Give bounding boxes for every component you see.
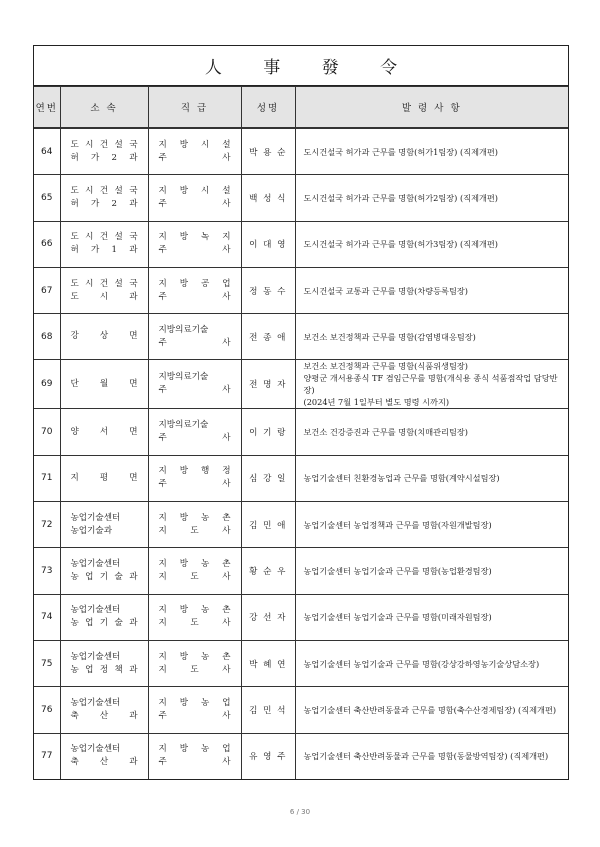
row-name: 백 성 식 <box>241 175 295 221</box>
table-row <box>34 267 568 313</box>
row-rank <box>148 455 241 501</box>
row-rank <box>148 687 241 733</box>
header-name: 성명 <box>241 87 295 129</box>
row-rank <box>148 502 241 548</box>
document-title: 人 事 發 令 <box>34 46 568 86</box>
row-order: 농업기술센터 축산반려동물과 근무를 명함(축수산경제팀장) (직제개편) <box>295 687 568 733</box>
rank-line-1: 지 방 시 설 <box>158 185 231 196</box>
dept-line-1: 단 월 면 <box>70 378 138 389</box>
row-rank <box>148 175 241 221</box>
row-order: 도시건설국 허가과 근무를 명함(허가2팀장) (직제개편) <box>295 175 568 221</box>
dept-line-1: 도 시 건 설 국 <box>70 139 138 150</box>
row-order: 도시건설국 허가과 근무를 명함(허가3팀장) (직제개편) <box>295 221 568 267</box>
rank-line-2: 주 사 <box>158 245 231 256</box>
row-dept <box>60 221 148 267</box>
rank-line-1: 지 방 녹 지 <box>158 232 231 243</box>
table-body <box>34 128 568 779</box>
row-rank <box>148 314 241 360</box>
row-number: 75 <box>34 640 60 686</box>
header-rank: 직 급 <box>148 87 241 129</box>
row-name: 정 동 수 <box>241 267 295 313</box>
row-number: 65 <box>34 175 60 221</box>
dept-line-2: 농 업 기 술 과 <box>70 618 138 629</box>
row-order: 농업기술센터 농업기술과 근무를 명함(미래자원팀장) <box>295 594 568 640</box>
row-order: 농업기술센터 농업기술과 근무를 명함(농업환경팀장) <box>295 548 568 594</box>
table-row <box>34 502 568 548</box>
dept-line-2: 농 업 정 책 과 <box>70 664 138 675</box>
rank-line-2: 지 도 사 <box>158 664 231 675</box>
rank-line-1: 지 방 농 업 <box>158 744 231 755</box>
dept-line-1: 지 평 면 <box>70 472 138 483</box>
table-row <box>34 409 568 455</box>
row-name: 이 기 랑 <box>241 409 295 455</box>
rank-line-2: 주 사 <box>158 385 231 396</box>
row-number: 76 <box>34 687 60 733</box>
row-rank <box>148 360 241 409</box>
table-row <box>34 640 568 686</box>
row-name: 김 민 석 <box>241 687 295 733</box>
appointment-table <box>34 86 568 779</box>
table-row <box>34 687 568 733</box>
row-dept <box>60 594 148 640</box>
page-number: 6 / 30 <box>289 808 311 816</box>
row-rank <box>148 267 241 313</box>
row-dept <box>60 640 148 686</box>
header-order: 발 령 사 항 <box>295 87 568 129</box>
row-number: 70 <box>34 409 60 455</box>
row-name: 전 종 애 <box>241 314 295 360</box>
table-row <box>34 128 568 175</box>
row-name: 박 혜 연 <box>241 640 295 686</box>
dept-line-2: 허 가 2 과 <box>70 198 138 209</box>
dept-line-1: 농업기술센터 <box>70 512 121 523</box>
rank-line-2: 지 도 사 <box>158 525 231 536</box>
row-number: 73 <box>34 548 60 594</box>
dept-line-1: 도 시 건 설 국 <box>70 185 138 196</box>
dept-line-1: 양 서 면 <box>70 426 138 437</box>
rank-line-1: 지 방 농 업 <box>158 697 231 708</box>
dept-line-1: 강 상 면 <box>70 331 138 342</box>
rank-line-2: 주 사 <box>158 757 231 768</box>
row-rank <box>148 594 241 640</box>
row-name: 황 순 우 <box>241 548 295 594</box>
row-order: 보건소 보건정책과 근무를 명함(식품위생팀장) 양평군 개서용종식 TF 겸임근무를 명함(개식용 종식 석품점작업 담당반장) (2024년 7월 1일부터 별도 명령 시까지) <box>295 360 568 409</box>
row-number: 64 <box>34 128 60 175</box>
row-order: 농업기술센터 축산반려동물과 근무를 명함(동물방역팀장) (직제개편) <box>295 733 568 779</box>
personnel-order-sheet <box>33 45 569 780</box>
header-no: 연번 <box>34 87 60 129</box>
table-row <box>34 175 568 221</box>
rank-line-1: 지 방 공 업 <box>158 278 231 289</box>
row-rank <box>148 640 241 686</box>
dept-line-1: 농업기술센터 <box>70 744 121 755</box>
table-row <box>34 455 568 501</box>
row-dept <box>60 128 148 175</box>
row-name: 이 대 영 <box>241 221 295 267</box>
row-dept <box>60 455 148 501</box>
row-dept <box>60 267 148 313</box>
row-order: 도시건설국 허가과 근무를 명함(허가1팀장) (직제개편) <box>295 128 568 175</box>
row-order: 도시건설국 교통과 근무를 명함(차량등록팀장) <box>295 267 568 313</box>
rank-line-2: 지 도 사 <box>158 572 231 583</box>
dept-line-2: 축 산 과 <box>70 757 138 768</box>
row-order: 농업기술센터 농업정책과 근무를 명함(자원개발팀장) <box>295 502 568 548</box>
dept-line-2: 농업기술과 <box>70 525 113 536</box>
row-dept <box>60 687 148 733</box>
rank-line-2: 주 사 <box>158 433 231 444</box>
row-number: 69 <box>34 360 60 409</box>
table-row <box>34 733 568 779</box>
row-number: 74 <box>34 594 60 640</box>
rank-line-2: 주 사 <box>158 337 231 348</box>
rank-line-2: 주 사 <box>158 479 231 490</box>
dept-line-1: 농업기술센터 <box>70 559 121 570</box>
dept-line-1: 농업기술센터 <box>70 651 121 662</box>
row-dept <box>60 548 148 594</box>
row-number: 71 <box>34 455 60 501</box>
row-name: 김 민 애 <box>241 502 295 548</box>
row-dept <box>60 733 148 779</box>
table-row <box>34 221 568 267</box>
dept-line-1: 농업기술센터 <box>70 605 121 616</box>
rank-line-2: 주 사 <box>158 710 231 721</box>
row-number: 68 <box>34 314 60 360</box>
rank-line-1: 지방의료기술 <box>158 420 209 431</box>
row-name: 심 강 일 <box>241 455 295 501</box>
table-row <box>34 548 568 594</box>
row-dept <box>60 314 148 360</box>
row-order: 보건소 보건정책과 근무를 명함(감염병대응팀장) <box>295 314 568 360</box>
dept-line-2: 허 가 2 과 <box>70 152 138 163</box>
rank-line-2: 주 사 <box>158 152 231 163</box>
row-rank <box>148 221 241 267</box>
rank-line-2: 주 사 <box>158 291 231 302</box>
rank-line-1: 지 방 농 촌 <box>158 512 231 523</box>
dept-line-2: 허 가 1 과 <box>70 245 138 256</box>
row-rank <box>148 409 241 455</box>
rank-line-2: 지 도 사 <box>158 618 231 629</box>
dept-line-2: 농 업 기 술 과 <box>70 572 138 583</box>
row-number: 72 <box>34 502 60 548</box>
rank-line-2: 주 사 <box>158 198 231 209</box>
row-dept <box>60 360 148 409</box>
row-rank <box>148 733 241 779</box>
row-name: 유 영 주 <box>241 733 295 779</box>
row-order: 농업기술센터 농업기술과 근무를 명함(강상강하영농기술상담소장) <box>295 640 568 686</box>
table-row <box>34 594 568 640</box>
rank-line-1: 지 방 행 정 <box>158 466 231 477</box>
rank-line-1: 지 방 농 촌 <box>158 651 231 662</box>
header-dept: 소 속 <box>60 87 148 129</box>
row-dept <box>60 409 148 455</box>
table-row <box>34 360 568 409</box>
table-row <box>34 314 568 360</box>
row-name: 강 선 자 <box>241 594 295 640</box>
row-name: 박 용 순 <box>241 128 295 175</box>
dept-line-2: 도 시 과 <box>70 291 138 302</box>
row-number: 67 <box>34 267 60 313</box>
table-header-row <box>34 87 568 129</box>
row-dept <box>60 502 148 548</box>
dept-line-1: 도 시 건 설 국 <box>70 232 138 243</box>
row-number: 77 <box>34 733 60 779</box>
rank-line-1: 지 방 농 촌 <box>158 605 231 616</box>
row-name: 전 명 자 <box>241 360 295 409</box>
row-order: 농업기술센터 친환경농업과 근무를 명함(계약시설팀장) <box>295 455 568 501</box>
dept-line-2: 축 산 과 <box>70 710 138 721</box>
row-dept <box>60 175 148 221</box>
dept-line-1: 도 시 건 설 국 <box>70 278 138 289</box>
row-rank <box>148 128 241 175</box>
rank-line-1: 지 방 시 설 <box>158 139 231 150</box>
dept-line-1: 농업기술센터 <box>70 697 121 708</box>
rank-line-1: 지방의료기술 <box>158 324 209 335</box>
row-rank <box>148 548 241 594</box>
row-order: 보건소 건강증진과 근무를 명함(치매관리팀장) <box>295 409 568 455</box>
rank-line-1: 지방의료기술 <box>158 372 209 383</box>
row-number: 66 <box>34 221 60 267</box>
rank-line-1: 지 방 농 촌 <box>158 559 231 570</box>
